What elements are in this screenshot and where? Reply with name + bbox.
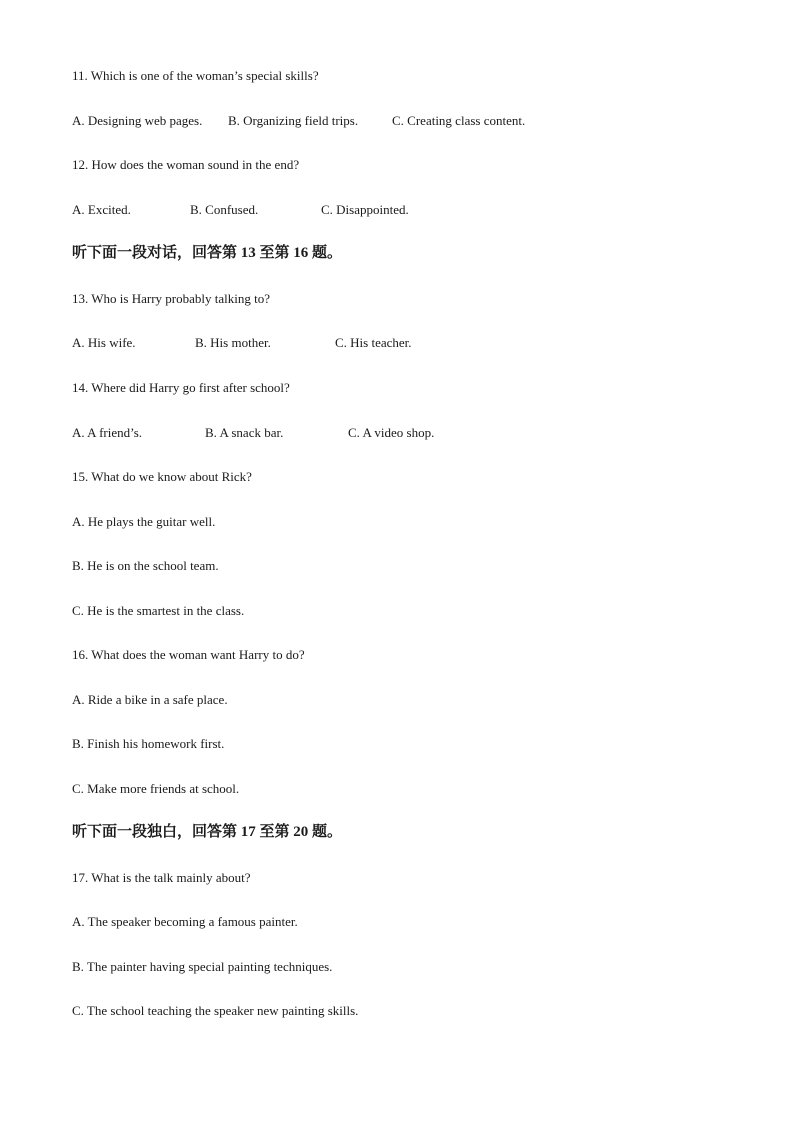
section-heading-dialogue: 听下面一段对话，回答第 13 至第 16 题。 [72,245,343,261]
question-11: 11. Which is one of the woman’s special skills? [72,68,319,83]
question-16: 16. What does the woman want Harry to do? [72,647,305,662]
option-16-c: C. Make more friends at school. [72,781,240,796]
option-12-b: B. Confused. [190,202,259,217]
option-15-c: C. He is the smartest in the class. [72,603,245,618]
option-17-c: C. The school teaching the speaker new painting skills. [72,1003,359,1018]
option-16-b: B. Finish his homework first. [72,736,225,751]
option-11-a: A. Designing web pages. [72,113,203,128]
option-17-b: B. The painter having special painting techniques. [72,959,333,974]
option-16-a: A. Ride a bike in a safe place. [72,692,228,707]
question-12: 12. How does the woman sound in the end? [72,157,300,172]
question-17: 17. What is the talk mainly about? [72,870,251,885]
question-14: 14. Where did Harry go first after school? [72,380,290,395]
option-12-a: A. Excited. [72,202,131,217]
option-17-a: A. The speaker becoming a famous painter. [72,914,298,929]
options-row-12 [72,202,772,218]
question-13: 13. Who is Harry probably talking to? [72,291,270,306]
options-row-11 [72,113,772,129]
option-13-a: A. His wife. [72,335,136,350]
option-14-b: B. A snack bar. [205,425,284,440]
option-13-b: B. His mother. [195,335,271,350]
options-row-13 [72,335,772,351]
option-14-a: A. A friend’s. [72,425,143,440]
question-15: 15. What do we know about Rick? [72,469,252,484]
option-11-b: B. Organizing field trips. [228,113,359,128]
option-13-c: C. His teacher. [335,335,412,350]
option-15-a: A. He plays the guitar well. [72,514,216,529]
options-row-14 [72,425,772,441]
option-12-c: C. Disappointed. [321,202,409,217]
option-15-b: B. He is on the school team. [72,558,219,573]
section-heading-monologue: 听下面一段独白，回答第 17 至第 20 题。 [72,824,343,840]
option-11-c: C. Creating class content. [392,113,526,128]
option-14-c: C. A video shop. [348,425,435,440]
